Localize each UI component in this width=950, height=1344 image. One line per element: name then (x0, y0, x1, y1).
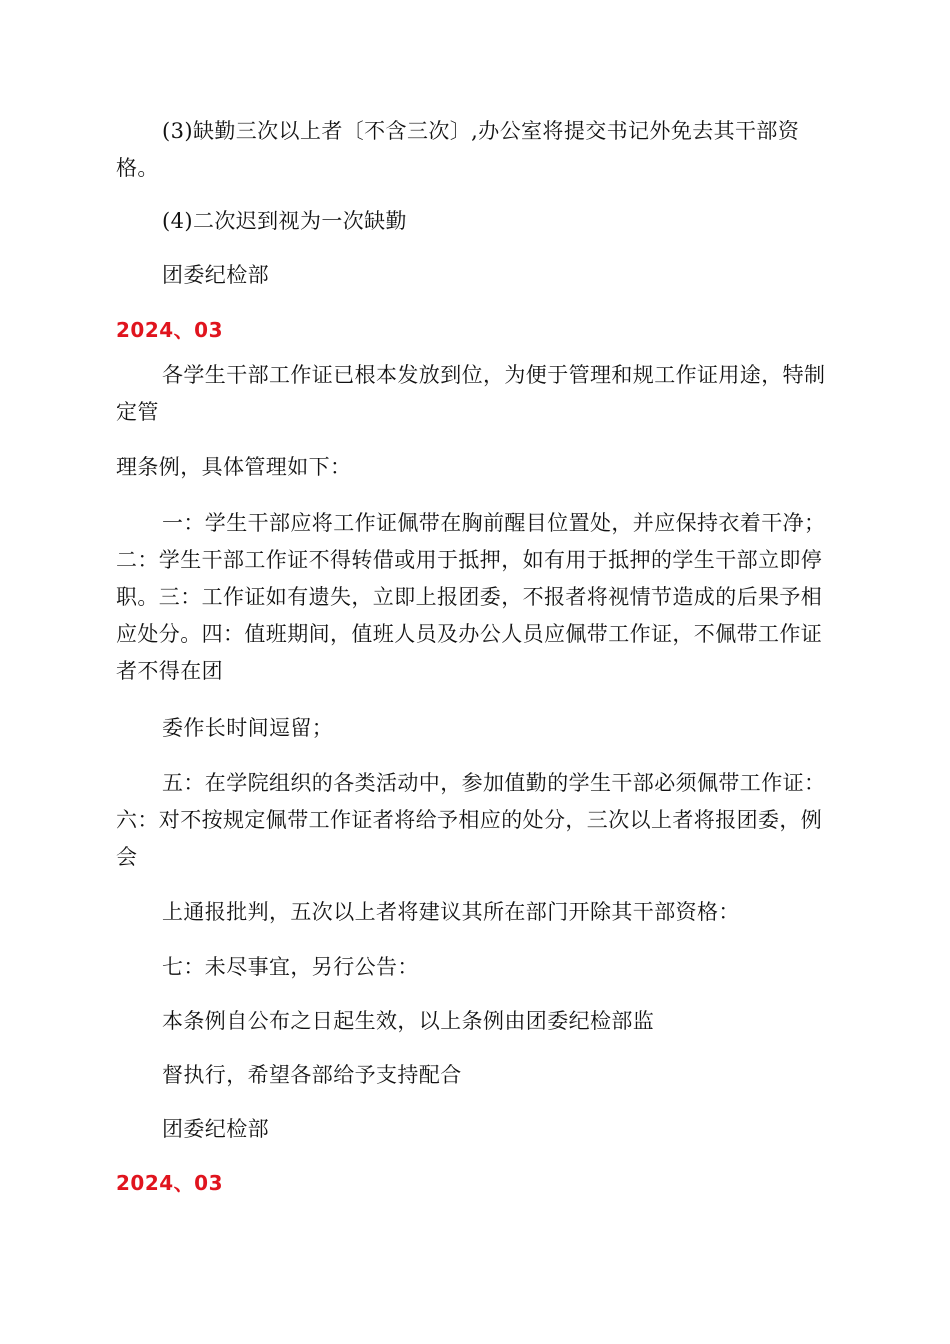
paragraph-rules-five-six: 五：在学院组织的各类活动中，参加值勤的学生干部必须佩带工作证：六：对不按规定佩带工作证者将给予相应的处分，三次以上者将报团委，例会 (116, 771, 826, 869)
paragraph-effective: 本条例自公布之日起生效，以上条例由团委纪检部监 (162, 1009, 655, 1033)
date-line: 2024、03 (116, 1171, 223, 1195)
paragraph-rules-four-continued: 委作长时间逗留； (162, 716, 334, 740)
paragraph-intro-continued: 理条例，具体管理如下： (116, 455, 352, 479)
paragraph-supervision: 督执行，希望各部给予支持配合 (162, 1063, 462, 1087)
paragraph-rule-seven: 七：未尽事宜，另行公告： (162, 955, 419, 979)
paragraph-rules-six-continued: 上通报批判，五次以上者将建议其所在部门开除其干部资格： (162, 900, 740, 924)
paragraph-intro: 各学生干部工作证已根本发放到位，为便于管理和规工作证用途，特制定管 (116, 363, 826, 424)
paragraph-absence-rule: (3)缺勤三次以上者〔不含三次〕,办公室将提交书记外免去其干部资格。 (116, 119, 800, 180)
signature-department: 团委纪检部 (162, 1117, 269, 1141)
date-line: 2024、03 (116, 318, 223, 342)
signature-department: 团委纪检部 (162, 263, 269, 287)
paragraph-late-rule: (4)二次迟到视为一次缺勤 (162, 209, 407, 233)
paragraph-rules-one-to-four: 一：学生干部应将工作证佩带在胸前醒目位置处，并应保持衣着干净；二：学生干部工作证不得转借或用于抵押，如有用于抵押的学生干部立即停职。三：工作证如有遗失，立即上报团委，不报者将视情节造成的后果予相应处分。四：值班期间，值班人员及办公人员应佩带工作证，不佩带工作证者不得在团 (116, 511, 826, 683)
